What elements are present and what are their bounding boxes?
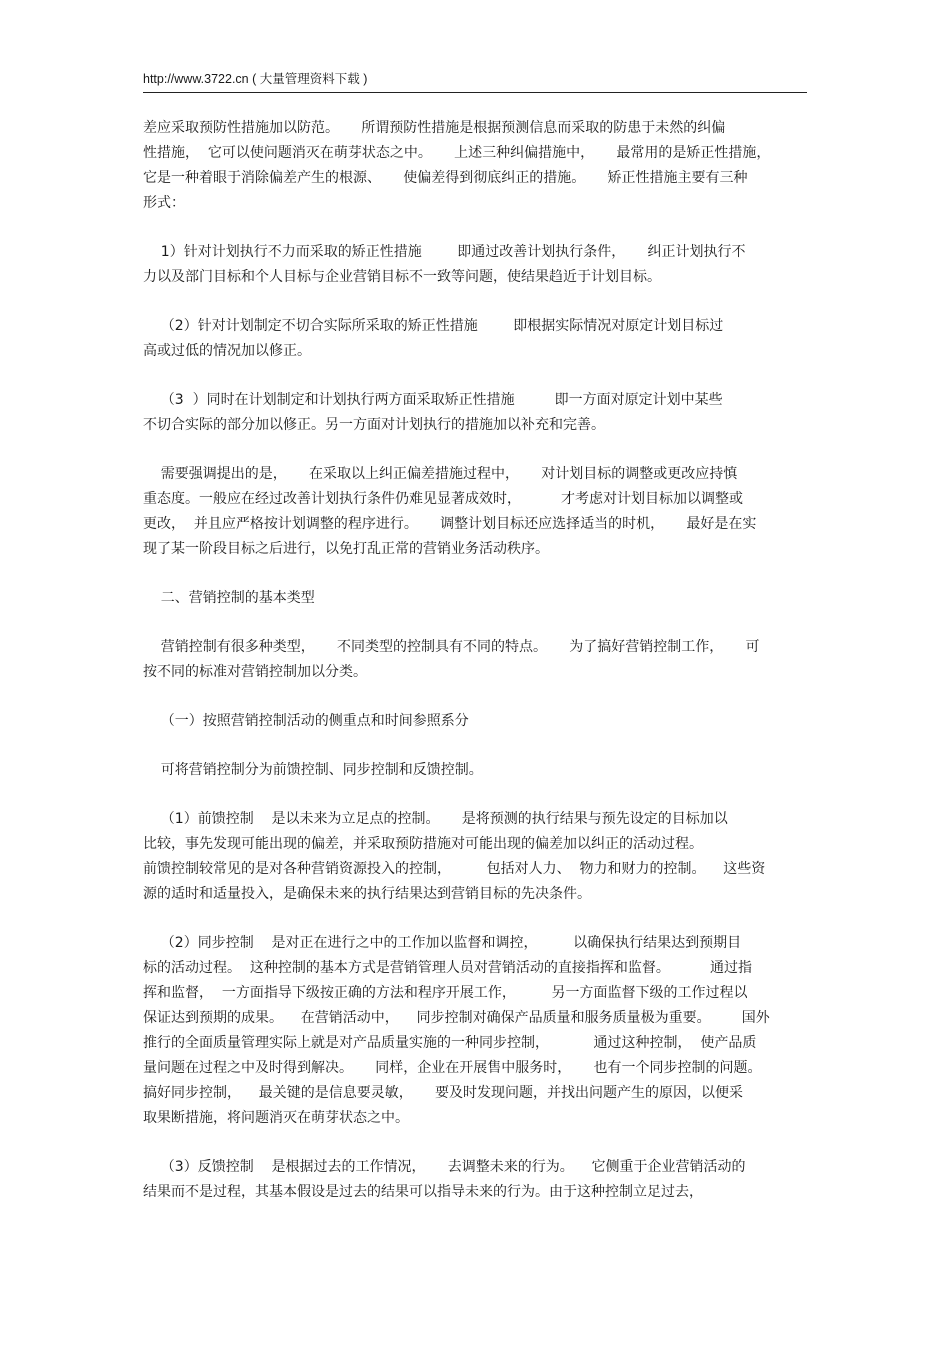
text-line: 搞好同步控制， 最关键的是信息要灵敏， 要及时发现问题，并找出问题产生的原因，以便采 — [143, 1085, 744, 1101]
text-line: 结果而不是过程，其基本假设是过去的结果可以指导未来的行为。由于这种控制立足过去， — [143, 1184, 703, 1200]
text-line: 形式： — [143, 195, 185, 211]
header-source-text: http://www.3722.cn ( 大量管理资料下载 ) — [143, 72, 368, 86]
text-line: 标的活动过程。 这种控制的基本方式是营销管理人员对营销活动的直接指挥和监督。 通过指 — [143, 960, 752, 976]
text-line: 更改， 并且应严格按计划调整的程序进行。 调整计划目标还应选择适当的时机， 最好是在实 — [143, 516, 757, 532]
text-line: （1）前馈控制 是以未来为立足点的控制。 是将预测的执行结果与预先设定的目标加以 — [143, 811, 728, 827]
text-line: （3 ）同时在计划制定和计划执行两方面采取矫正性措施 即一方面对原定计划中某些 — [143, 392, 723, 408]
text-line: （3）反馈控制 是根据过去的工作情况， 去调整未来的行为。 它侧重于企业营销活动的 — [143, 1159, 746, 1175]
text-line: （一）按照营销控制活动的侧重点和时间参照系分 — [143, 713, 469, 729]
paragraph — [143, 807, 807, 907]
text-line: 性措施， 它可以使问题消灭在萌芽状态之中。 上述三种纠偏措施中， 最常用的是矫正性措施， — [143, 145, 771, 161]
text-line: 力以及部门目标和个人目标与企业营销目标不一致等问题，使结果趋近于计划目标。 — [143, 269, 661, 285]
text-line: 比较，事先发现可能出现的偏差，并采取预防措施对可能出现的偏差加以纠正的活动过程。 — [143, 836, 703, 852]
text-line: 保证达到预期的成果。 在营销活动中， 同步控制对确保产品质量和服务质量极为重要。 国外 — [143, 1010, 770, 1026]
paragraph — [143, 116, 807, 216]
paragraph — [143, 240, 807, 290]
text-line: 差应采取预防性措施加以防范。 所谓预防性措施是根据预测信息而采取的防患于未然的纠偏 — [143, 120, 726, 136]
paragraph — [143, 758, 807, 783]
paragraph — [143, 462, 807, 562]
text-line: 可将营销控制分为前馈控制、同步控制和反馈控制。 — [143, 762, 483, 778]
text-line: 不切合实际的部分加以修正。另一方面对计划执行的措施加以补充和完善。 — [143, 417, 605, 433]
text-line: 按不同的标准对营销控制加以分类。 — [143, 664, 367, 680]
document-body — [143, 116, 807, 1229]
paragraph — [143, 1155, 807, 1205]
text-line: 二、营销控制的基本类型 — [143, 590, 315, 606]
text-line: 源的适时和适量投入，是确保未来的执行结果达到营销目标的先决条件。 — [143, 886, 591, 902]
paragraph — [143, 709, 807, 734]
text-line: 营销控制有很多种类型， 不同类型的控制具有不同的特点。 为了搞好营销控制工作， 可 — [143, 639, 760, 655]
paragraph — [143, 388, 807, 438]
text-line: 高或过低的情况加以修正。 — [143, 343, 311, 359]
text-line: 1）针对计划执行不力而采取的矫正性措施 即通过改善计划执行条件， 纠正计划执行不 — [143, 244, 746, 260]
text-line: 现了某一阶段目标之后进行，以免打乱正常的营销业务活动秩序。 — [143, 541, 549, 557]
text-line: 量问题在过程之中及时得到解决。 同样，企业在开展售中服务时， 也有一个同步控制的问题。 — [143, 1060, 762, 1076]
text-line: 需要强调提出的是， 在采取以上纠正偏差措施过程中， 对计划目标的调整或更改应持慎 — [143, 466, 738, 482]
paragraph — [143, 635, 807, 685]
text-line: 前馈控制较常见的是对各种营销资源投入的控制， 包括对人力、 物力和财力的控制。 这些资 — [143, 861, 766, 877]
paragraph — [143, 586, 807, 611]
text-line: 取果断措施，将问题消灭在萌芽状态之中。 — [143, 1110, 409, 1126]
text-line: 挥和监督， 一方面指导下级按正确的方法和程序开展工作， 另一方面监督下级的工作过程以 — [143, 985, 748, 1001]
text-line: 它是一种着眼于消除偏差产生的根源、 使偏差得到彻底纠正的措施。 矫正性措施主要有三种 — [143, 170, 748, 186]
text-line: （2）针对计划制定不切合实际所采取的矫正性措施 即根据实际情况对原定计划目标过 — [143, 318, 724, 334]
page-header — [143, 72, 807, 93]
text-line: （2）同步控制 是对正在进行之中的工作加以监督和调控， 以确保执行结果达到预期目 — [143, 935, 742, 951]
paragraph — [143, 931, 807, 1131]
text-line: 推行的全面质量管理实际上就是对产品质量实施的一种同步控制， 通过这种控制， 使产品质 — [143, 1035, 757, 1051]
paragraph — [143, 314, 807, 364]
text-line: 重态度。一般应在经过改善计划执行条件仍难见显著成效时， 才考虑对计划目标加以调整或 — [143, 491, 744, 507]
